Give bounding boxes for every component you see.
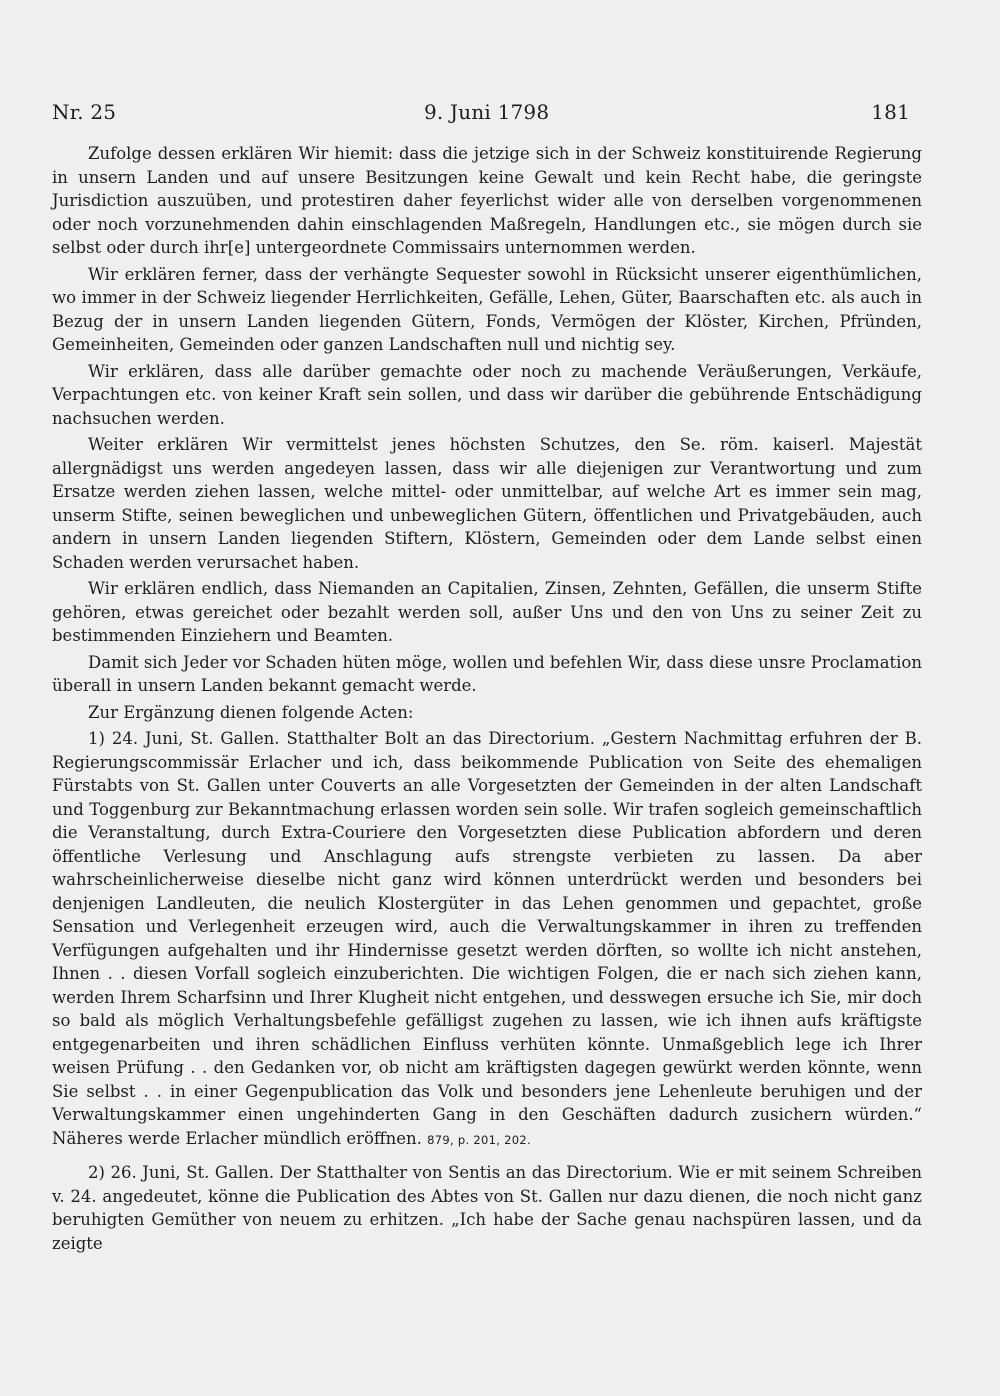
paragraph-act-2: 2) 26. Juni, St. Gallen. Der Statthalter von Sentis an das Directorium. Wie er mit seinem Schreiben v. 24. angedeutet, könne die Publication des Abtes von St. Gallen nur dazu dienen, die noch nicht ganz beruhigten Gemüther von neuem zu erhitzen. „Ich habe der Sache genau nachspüren lassen, und da zeigte bbox=[52, 1163, 922, 1253]
act-1-text: 1) 24. Juni, St. Gallen. Statthalter Bolt an das Directorium. „Gestern Nachmittag erfuhren der B. Regierungscommissär Erlacher und ich, dass beikommende Publication von Seite des ehemaligen Fürstabts von St. Gallen unter Couverts an alle Vorgesetzten der Gemeinden in der alten Landschaft und Toggenburg zur Bekanntmachung erlassen worden sein solle. Wir trafen sogleich gemeinschaftlich die Veranstaltung, durch Extra-Couriere den Vorgesetzten diese Publication abfordern und deren öffentliche Verlesung und Anschlagung aufs strengste verbieten zu lassen. Da aber wahrscheinlicherweise dieselbe nicht ganz wird können unterdrückt werden und besonders bei denjenigen Landleuten, die neulich Klostergüter in das Lehen genommen und gepachtet, große Sensation und Verlegenheit erzeugen wird, auch die Verwaltungskammer in ihren zu treffenden Verfügungen aufgehalten und ihr Hindernisse gesetzt werden dörften, so wollte ich nicht anstehen, Ihnen . . diesen Vorfall sogleich einzuberichten. Die wichtigen Folgen, die er nach sich ziehen kann, werden Ihrem Scharfsinn und Ihrer Klugheit nicht entgehen, und desswegen ersuche ich Sie, mir doch so bald als möglich Verhaltungsbefehle gefälligst zugehen zu lassen, wie ich ihnen aufs kräftigste entgegenarbeiten und ihren schädlichen Einfluss verhüten könnte. Unmaßgeblich lege ich Ihrer weisen Prüfung . . den Gedanken vor, ob nicht am kräftigsten dagegen gewürkt werden könnte, wenn Sie selbst . . in einer Gegenpublication das Volk und besonders jene Lehenleute beruhigen und der Verwaltungskammer einen ungehinderten Gang in den Geschäften dadurch zusichern würden.“ Näheres werde Erlacher mündlich eröffnen. bbox=[52, 729, 922, 1148]
document-number: Nr. 25 bbox=[52, 100, 117, 124]
paragraph-protection: Weiter erklären Wir vermittelst jenes höchsten Schutzes, den Se. röm. kaiserl. Majestät allergnädigst uns werden angedeyen lassen, dass wir alle diejenigen zur Verantwortung und zum Ersatze werden ziehen lassen, welche mittel- oder unmittelbar, auf welche Art es immer sein mag, unserm Stifte, seinen beweglichen und unbeweglichen Gütern, öffentlichen und Privatgebäuden, auch andern in unsern Landen liegenden Stiftern, Klöstern, Gemeinden oder dem Lande selbst einen Schaden werden verursachet haben. bbox=[52, 435, 922, 572]
page-number: 181 bbox=[871, 100, 910, 124]
document-body bbox=[52, 142, 922, 1258]
archive-reference: 879, p. 201, 202. bbox=[427, 1132, 531, 1147]
paragraph-capitals: Wir erklären endlich, dass Niemanden an Capitalien, Zinsen, Zehnten, Gefällen, die unserm Stifte gehören, etwas gereichet oder bezahlt werden soll, außer Uns und den von Uns zu seiner Zeit zu bestimmenden Einziehern und Beamten. bbox=[52, 579, 922, 645]
page-header bbox=[52, 100, 910, 128]
paragraph-proclamation: Damit sich Jeder vor Schaden hüten möge, wollen und befehlen Wir, dass diese unsre Proclamation überall in unsern Landen bekannt gemacht werde. bbox=[52, 652, 922, 695]
paragraph-act-1 bbox=[52, 727, 922, 1152]
document-date: 9. Juni 1798 bbox=[424, 100, 550, 124]
paragraph-supplement: Zur Ergänzung dienen folgende Acten: bbox=[88, 702, 414, 722]
paragraph-sequester: Wir erklären ferner, dass der verhängte Sequester sowohl in Rücksicht unserer eigenthümlichen, wo immer in der Schweiz liegender Herrlichkeiten, Gefälle, Lehen, Güter, Baarschaften etc. als auch in Bezug der in unsern Landen liegenden Gütern, Fonds, Vermögen der Klöster, Kirchen, Pfründen, Gemeinheiten, Gemeinden oder ganzen Landschaften null und nichtig sey. bbox=[52, 264, 922, 354]
paragraph-sales: Wir erklären, dass alle darüber gemachte oder noch zu machende Veräußerungen, Verkäufe, Verpachtungen etc. von keiner Kraft sein sollen, und dass wir darüber die gebührende Entschädigung nachsuchen werden. bbox=[52, 361, 922, 428]
paragraph-declaration: Zufolge dessen erklären Wir hiemit: dass die jetzige sich in der Schweiz konstituirende Regierung in unsern Landen und auf unsere Besitzungen keine Gewalt und kein Recht habe, die geringste Jurisdiction auszuüben, und protestiren daher feyerlichst wider alle von derselben vorgenommenen oder noch vorzunehmenden dahin einschlagenden Maßregeln, Handlungen etc., sie mögen durch sie selbst oder durch ihr[e] untergeordnete Commissairs unternommen werden. bbox=[52, 144, 922, 257]
